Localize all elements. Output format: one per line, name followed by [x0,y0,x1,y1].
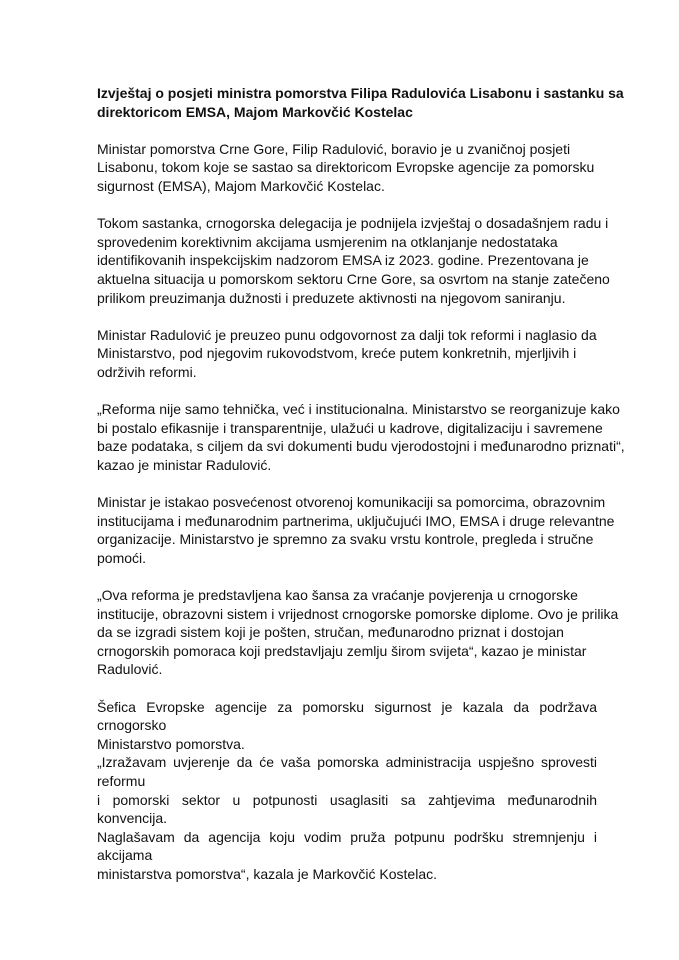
text-line: institucijama i međunarodnim partnerima, uključujući IMO, EMSA i druge relevantne [97,512,615,529]
text-line: kazao je ministar Radulović. [97,456,272,473]
text-line: crnogorskih pomoraca koji predstavljaju zemlju širom svijeta“, kazao je ministar [97,642,587,659]
text-line: pomoći. [97,549,147,566]
paragraph-quote-trust [97,586,619,679]
text-line: identifikovanih inspekcijskim nadzorom EMSA iz 2023. godine. Prezentovana je [97,252,589,269]
document-body [97,84,625,902]
text-line: bi postalo efikasnije i transparentnije, ulažući u kadrove, digitalizaciju i savremene [97,419,603,436]
text-line: održivih reformi. [97,363,197,380]
paragraph-meeting [97,214,610,307]
text-line: sprovedenim korektivnim akcijama usmjerenim na otklanjanje nedostataka [97,233,558,250]
text-line: Ministarstvo, pod njegovim rukovodstvom, kreće putem konkretnih, mjerljivih i [97,345,577,362]
text-line: „Izražavam uvjerenje da će vaša pomorska administracija uspješno sprovesti reformu [97,754,597,789]
text-line: Radulović. [97,661,163,678]
text-line: Ministar je istakao posvećenost otvorenoj komunikaciji sa pomorcima, obrazovnim [97,494,606,511]
text-line: Lisabonu, tokom koje se sastao sa direktoricom Evropske agencije za pomorsku [97,159,595,176]
text-line: institucije, obrazovni sistem i vrijednost crnogorske pomorske diplome. Ovo je prilika [97,605,619,622]
text-line: „Ova reforma je predstavljena kao šansa za vraćanje povjerenja u crnogorske [97,587,578,604]
text-line: i pomorski sektor u potpunosti usaglasiti sa zahtjevima međunarodnih konvencija. [97,791,597,827]
text-line: Naglašavam da agencija koju vodim pruža potpunu podršku stremnjenju i akcijama [97,828,597,864]
document-title [97,84,624,121]
paragraph-quote-reform [97,400,625,474]
paragraph-quote-emsa [97,753,597,883]
title-line: Izvještaj o posjeti ministra pomorstva Filipa Radulovića Lisabonu i sastanku sa [97,85,624,101]
paragraph-intro [97,140,597,196]
paragraph-responsibility [97,326,597,382]
text-line: Šefica Evropske agencije za pomorsku sigurnost je kazala da podržava crnogorsko [97,698,597,734]
text-line: da se izgradi sistem koji je pošten, stručan, međunarodno priznat i dostojan [97,624,564,641]
text-line: Ministar pomorstva Crne Gore, Filip Radulović, boravio je u zvaničnoj posjeti [97,140,571,157]
text-line: baze podataka, s ciljem da svi dokumenti budu vjerodostojni i međunarodno priznati“, [97,438,625,455]
text-line: Ministarstvo pomorstva. [97,735,245,752]
text-line: organizacije. Ministarstvo je spremno za svaku vrstu kontrole, pregleda i stručne [97,531,594,548]
text-line: Tokom sastanka, crnogorska delegacija je podnijela izvještaj o dosadašnjem radu i [97,215,609,232]
text-line: sigurnost (EMSA), Majom Markovčić Kostelac. [97,177,385,194]
text-line: ministarstva pomorstva“, kazala je Markovčić Kostelac. [97,865,437,882]
title-line: direktoricom EMSA, Majom Markovčić Kostelac [97,103,413,120]
paragraph-communication [97,493,615,567]
text-line: aktuelna situacija u pomorskom sektoru Crne Gore, sa osvrtom na stanje zatečeno [97,270,610,287]
text-line: „Reforma nije samo tehnička, već i institucionalna. Ministarstvo se reorganizuje kako [97,401,620,418]
text-line: Ministar Radulović je preuzeo punu odgovornost za dalji tok reformi i naglasio da [97,326,597,343]
paragraph-emsa-support [97,698,597,754]
text-line: prilikom preuzimanja dužnosti i preduzete aktivnosti na njegovom saniranju. [97,289,566,306]
